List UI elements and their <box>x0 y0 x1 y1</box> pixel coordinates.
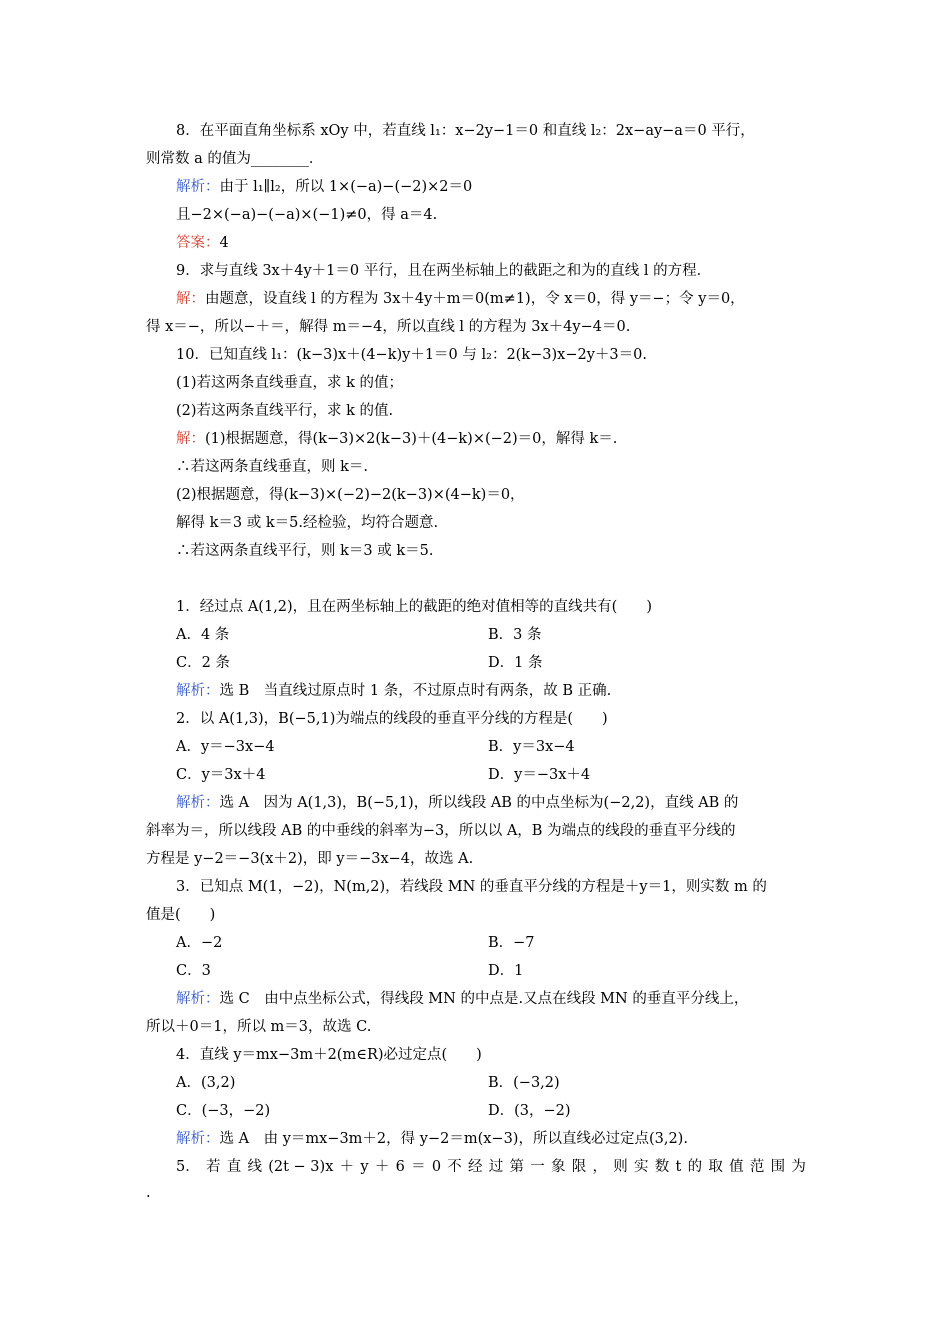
p2-solution-line1 <box>176 793 738 813</box>
q10-solution-line3: (2)根据题意，得(k−3)×(−2)−2(k−3)×(4−k)＝0， <box>176 487 525 503</box>
p1-solution-text: 选 B 当直线过原点时 1 条，不过原点时有两条，故 B 正确. <box>219 683 612 699</box>
p2-stem: 2．以 A(1,3)，B(−5,1)为端点的线段的垂直平分线的方程是( ) <box>176 711 608 727</box>
q10-solution-line2: ∴若这两条直线垂直，则 k＝. <box>176 459 369 475</box>
p5-word: 经 <box>468 1159 483 1175</box>
q9-solution-line2: 得 x＝−，所以−＋＝，解得 m＝−4，所以直线 l 的方程为 3x＋4y−4＝0. <box>146 319 631 335</box>
p3-stem-line1: 3．已知点 M(1，−2)，N(m,2)，若线段 MN 的垂直平分线的方程是＋y＝1，则实数 m 的 <box>176 879 767 895</box>
q9-solution-text1: 由题意，设直线 l 的方程为 3x＋4y＋m＝0(m≠1)，令 x＝0，得 y＝−；令 y＝0， <box>205 291 745 307</box>
q8-solution-line2: 且−2×(−a)−(−a)×(−1)≠0，得 a＝4. <box>176 207 438 223</box>
p2-option-c: C．y＝3x＋4 <box>176 767 266 783</box>
q8-stem-line1: 8．在平面直角坐标系 xOy 中，若直线 l₁：x−2y−1＝0 和直线 l₂：2x−ay−a＝0 平行， <box>176 123 755 139</box>
p5-word: 的 <box>687 1159 703 1175</box>
p5-word: 则 <box>613 1159 628 1175</box>
p4-option-a: A．(3,2) <box>176 1075 236 1091</box>
q9-solution-line1 <box>176 289 745 309</box>
p5-word: 过 <box>488 1159 504 1175</box>
p4-solution <box>176 1129 688 1149</box>
answer-label: 答案： <box>176 235 220 251</box>
p5-word: 6 <box>395 1159 405 1175</box>
q8-solution-text1: 由于 l₁∥l₂，所以 1×(−a)−(−2)×2＝0 <box>219 179 473 195</box>
p5-word: 为 <box>791 1159 806 1175</box>
p3-option-d: D．1 <box>488 963 524 979</box>
p5-stem-line2: . <box>146 1185 151 1201</box>
q10-solution-line4: 解得 k＝3 或 k＝5.经检验，均符合题意. <box>176 515 439 531</box>
p5-word: ， <box>592 1159 608 1175</box>
p3-option-a: A．−2 <box>176 935 223 951</box>
p5-word: ＋ <box>374 1159 390 1175</box>
q10-solution-text1: (1)根据题意，得(k−3)×2(k−3)＋(4−k)×(−2)＝0，解得 k＝. <box>205 431 618 447</box>
p5-word: 线 <box>247 1159 262 1175</box>
p5-word: 直 <box>226 1159 242 1175</box>
solution-label: 解： <box>176 291 205 307</box>
p2-solution-line3: 方程是 y−2＝−3(x＋2)，即 y＝−3x−4，故选 A. <box>146 851 474 867</box>
p5-word: 围 <box>770 1159 786 1175</box>
p5-word: 0 <box>431 1159 442 1175</box>
p3-solution-line1 <box>176 989 748 1009</box>
p5-word: t <box>675 1159 682 1175</box>
p5-word: 象 <box>551 1159 566 1175</box>
solution-label: 解析： <box>176 683 220 699</box>
p5-word: 实 <box>634 1159 649 1175</box>
q8-answer-value: 4 <box>219 235 229 251</box>
p2-option-a: A．y＝−3x−4 <box>176 739 275 755</box>
q10-solution-line5: ∴若这两条直线平行，则 k＝3 或 k＝5. <box>176 543 434 559</box>
p4-option-b: B．(−3,2) <box>488 1075 560 1091</box>
p2-solution-text1: 选 A 因为 A(1,3)，B(−5,1)，所以线段 AB 的中点坐标为(−2,2)，直线 AB 的 <box>219 795 739 811</box>
p3-option-b: B．−7 <box>488 935 535 951</box>
p5-word: 值 <box>729 1159 744 1175</box>
p1-option-b: B．3 条 <box>488 627 542 643</box>
p1-option-a: A．4 条 <box>176 627 230 643</box>
p1-solution <box>176 681 611 701</box>
p3-stem-line2: 值是( ) <box>146 907 216 923</box>
p5-word: 取 <box>708 1159 723 1175</box>
solution-label: 解析： <box>176 795 220 811</box>
p5-word: 不 <box>447 1159 462 1175</box>
q10-solution-line1 <box>176 429 617 449</box>
p4-option-d: D．(3，−2) <box>488 1103 571 1119</box>
solution-label: 解： <box>176 431 205 447</box>
solution-label: 解析： <box>176 991 220 1007</box>
p3-solution-line2: 所以＋0＝1，所以 m＝3，故选 C. <box>146 1019 372 1035</box>
q8-stem-line2: 则常数 a 的值为________． <box>146 151 324 167</box>
p5-word: 5． <box>176 1159 200 1175</box>
solution-label: 解析： <box>176 1131 220 1147</box>
p1-option-d: D．1 条 <box>488 655 543 671</box>
p5-word: 范 <box>749 1159 765 1175</box>
q10-stem: 10．已知直线 l₁：(k−3)x＋(4−k)y＋1＝0 与 l₂：2(k−3)x−2y＋3＝0. <box>176 347 647 363</box>
p4-stem: 4．直线 y＝mx−3m＋2(m∈R)必过定点( ) <box>176 1047 482 1063</box>
p4-solution-text: 选 A 由 y＝mx−3m＋2，得 y−2＝m(x−3)，所以直线必过定点(3,2). <box>219 1131 688 1147</box>
q10-part1: (1)若这两条直线垂直，求 k 的值； <box>176 375 404 391</box>
p5-word: 数 <box>654 1159 670 1175</box>
p5-word: (2t − 3)x <box>268 1159 334 1175</box>
p5-stem-line1 <box>146 1157 806 1177</box>
p4-option-c: C．(−3，−2) <box>176 1103 271 1119</box>
p5-word: 若 <box>205 1159 221 1175</box>
p3-option-c: C．3 <box>176 963 211 979</box>
q9-stem: 9．求与直线 3x＋4y＋1＝0 平行，且在两坐标轴上的截距之和为的直线 l 的方程． <box>176 263 712 279</box>
p5-word: 第 <box>509 1159 525 1175</box>
p5-word: ＝ <box>411 1159 426 1175</box>
p1-stem: 1．经过点 A(1,2)，且在两坐标轴上的截距的绝对值相等的直线共有( ) <box>176 599 652 615</box>
p5-word: ＋ <box>339 1159 355 1175</box>
q10-part2: (2)若这两条直线平行，求 k 的值. <box>176 403 394 419</box>
q8-solution-line1 <box>176 177 472 197</box>
p3-solution-text1: 选 C 由中点坐标公式，得线段 MN 的中点是.又点在线段 MN 的垂直平分线上， <box>219 991 749 1007</box>
p5-word: 限 <box>571 1159 587 1175</box>
solution-label: 解析： <box>176 179 220 195</box>
q8-answer-line <box>176 233 229 253</box>
p1-option-c: C．2 条 <box>176 655 230 671</box>
p2-option-b: B．y＝3x−4 <box>488 739 575 755</box>
p5-word: 一 <box>530 1159 545 1175</box>
p5-word: y <box>360 1159 369 1175</box>
p2-option-d: D．y＝−3x＋4 <box>488 767 591 783</box>
p2-solution-line2: 斜率为＝，所以线段 AB 的中垂线的斜率为−3，所以以 A，B 为端点的线段的垂直平分线的 <box>146 823 736 839</box>
